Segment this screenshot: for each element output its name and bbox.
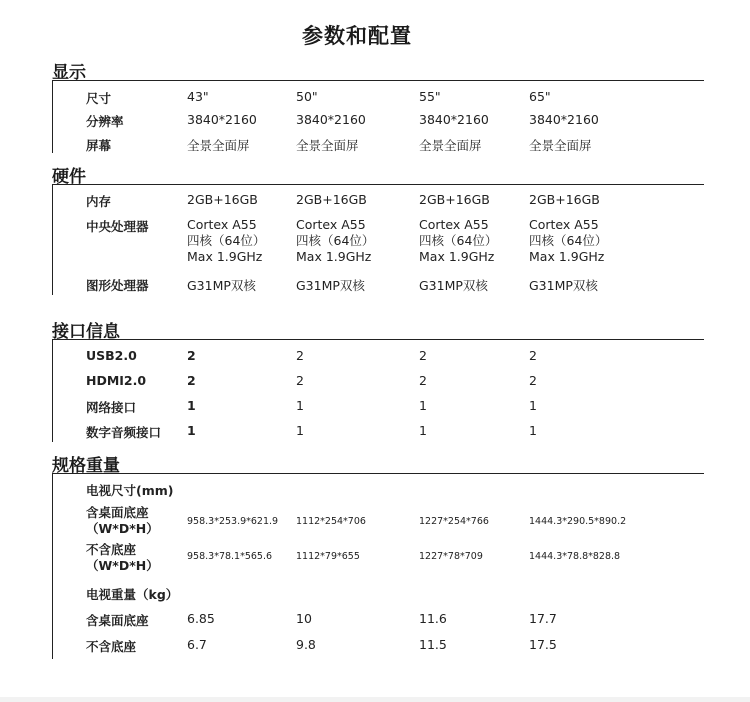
divider <box>52 473 704 474</box>
row-label-size: 尺寸 <box>86 91 112 106</box>
cell-usb: 2 <box>187 348 196 363</box>
cell-cpu <box>419 217 497 265</box>
cell-hdmi: 2 <box>419 373 427 388</box>
divider <box>52 339 704 340</box>
cell-screen: 全景全面屏 <box>187 138 250 153</box>
cell-size-50: 50" <box>296 89 318 104</box>
tv-size-label: 电视尺寸(mm) <box>86 483 174 498</box>
cell-network: 1 <box>529 398 537 413</box>
cell-weight-without-stand: 11.5 <box>419 637 447 652</box>
cell-weight-without-stand: 17.5 <box>529 637 557 652</box>
row-label-cpu: 中央处理器 <box>86 219 149 234</box>
cell-gpu: G31MP双核 <box>529 278 598 293</box>
divider <box>52 80 704 81</box>
cell-resolution: 3840*2160 <box>529 112 599 127</box>
cpu-freq: Max 1.9GHz <box>296 249 372 264</box>
row-label-hdmi: HDMI2.0 <box>86 373 147 388</box>
cell-weight-without-stand: 9.8 <box>296 637 316 652</box>
row-label-memory: 内存 <box>86 194 112 209</box>
cell-network: 1 <box>419 398 427 413</box>
cell-dim-with-stand: 1112*254*706 <box>296 516 366 527</box>
cell-usb: 2 <box>529 348 537 363</box>
cell-memory: 2GB+16GB <box>296 192 367 207</box>
cpu-model: Cortex A55 <box>529 217 599 232</box>
cell-size-55: 55" <box>419 89 441 104</box>
page-title: 参数和配置 <box>302 24 412 48</box>
cell-dim-with-stand: 1444.3*290.5*890.2 <box>529 516 627 527</box>
section-side-line <box>52 340 53 442</box>
cell-memory: 2GB+16GB <box>529 192 600 207</box>
cpu-model: Cortex A55 <box>296 217 366 232</box>
cpu-model: Cortex A55 <box>187 217 257 232</box>
label-line: 含桌面底座 <box>86 505 149 520</box>
label-line: （W*D*H） <box>86 558 159 573</box>
row-label-weight-with-stand: 含桌面底座 <box>86 613 149 628</box>
section-heading-display: 显示 <box>52 63 86 83</box>
section-side-line <box>52 81 53 153</box>
cell-cpu <box>529 217 607 265</box>
cpu-cores: 四核（64位） <box>529 233 608 248</box>
cell-gpu: G31MP双核 <box>419 278 488 293</box>
row-label-size-without-stand <box>86 542 159 574</box>
row-label-screen: 屏幕 <box>86 138 112 153</box>
cell-weight-with-stand: 10 <box>296 611 312 626</box>
cell-weight-without-stand: 6.7 <box>187 637 207 652</box>
label-line: （W*D*H） <box>86 521 159 536</box>
cell-screen: 全景全面屏 <box>419 138 482 153</box>
section-heading-interfaces: 接口信息 <box>52 322 120 342</box>
cell-cpu <box>296 217 374 265</box>
row-label-weight-without-stand: 不含底座 <box>86 639 137 654</box>
cell-screen: 全景全面屏 <box>296 138 359 153</box>
cell-hdmi: 2 <box>296 373 304 388</box>
cell-weight-with-stand: 11.6 <box>419 611 447 626</box>
divider <box>52 184 704 185</box>
section-side-line <box>52 185 53 295</box>
section-heading-specs: 规格重量 <box>52 456 120 476</box>
label-line: 不含底座 <box>86 542 137 557</box>
row-label-digital-audio: 数字音频接口 <box>86 425 162 440</box>
cell-usb: 2 <box>419 348 427 363</box>
cell-digital-audio: 1 <box>529 423 537 438</box>
cell-screen: 全景全面屏 <box>529 138 592 153</box>
cell-dim-with-stand: 1227*254*766 <box>419 516 489 527</box>
cell-network: 1 <box>187 398 196 413</box>
cell-resolution: 3840*2160 <box>187 112 257 127</box>
cell-cpu <box>187 217 265 265</box>
cpu-model: Cortex A55 <box>419 217 489 232</box>
cpu-freq: Max 1.9GHz <box>529 249 605 264</box>
cell-memory: 2GB+16GB <box>419 192 490 207</box>
bottom-bar <box>0 697 750 702</box>
row-label-size-with-stand <box>86 505 159 537</box>
cell-memory: 2GB+16GB <box>187 192 258 207</box>
cell-digital-audio: 1 <box>419 423 427 438</box>
cpu-freq: Max 1.9GHz <box>187 249 263 264</box>
cell-digital-audio: 1 <box>187 423 196 438</box>
row-label-usb: USB2.0 <box>86 348 137 363</box>
cell-hdmi: 2 <box>529 373 537 388</box>
section-heading-hardware: 硬件 <box>52 167 86 187</box>
cell-dim-without-stand: 1444.3*78.8*828.8 <box>529 551 621 562</box>
cell-gpu: G31MP双核 <box>187 278 256 293</box>
cpu-cores: 四核（64位） <box>419 233 498 248</box>
cpu-freq: Max 1.9GHz <box>419 249 495 264</box>
cell-dim-without-stand: 958.3*78.1*565.6 <box>187 551 273 562</box>
cell-dim-without-stand: 1227*78*709 <box>419 551 483 562</box>
cpu-cores: 四核（64位） <box>296 233 375 248</box>
cell-network: 1 <box>296 398 304 413</box>
section-side-line <box>52 474 53 659</box>
cpu-cores: 四核（64位） <box>187 233 266 248</box>
cell-digital-audio: 1 <box>296 423 304 438</box>
row-label-resolution: 分辨率 <box>86 114 124 129</box>
cell-dim-without-stand: 1112*79*655 <box>296 551 360 562</box>
cell-usb: 2 <box>296 348 304 363</box>
row-label-gpu: 图形处理器 <box>86 278 149 293</box>
cell-size-43: 43" <box>187 89 209 104</box>
cell-hdmi: 2 <box>187 373 196 388</box>
cell-size-65: 65" <box>529 89 551 104</box>
cell-gpu: G31MP双核 <box>296 278 365 293</box>
cell-dim-with-stand: 958.3*253.9*621.9 <box>187 516 279 527</box>
tv-weight-label: 电视重量（kg） <box>86 587 179 602</box>
cell-resolution: 3840*2160 <box>419 112 489 127</box>
cell-resolution: 3840*2160 <box>296 112 366 127</box>
row-label-network: 网络接口 <box>86 400 137 415</box>
cell-weight-with-stand: 6.85 <box>187 611 215 626</box>
cell-weight-with-stand: 17.7 <box>529 611 557 626</box>
